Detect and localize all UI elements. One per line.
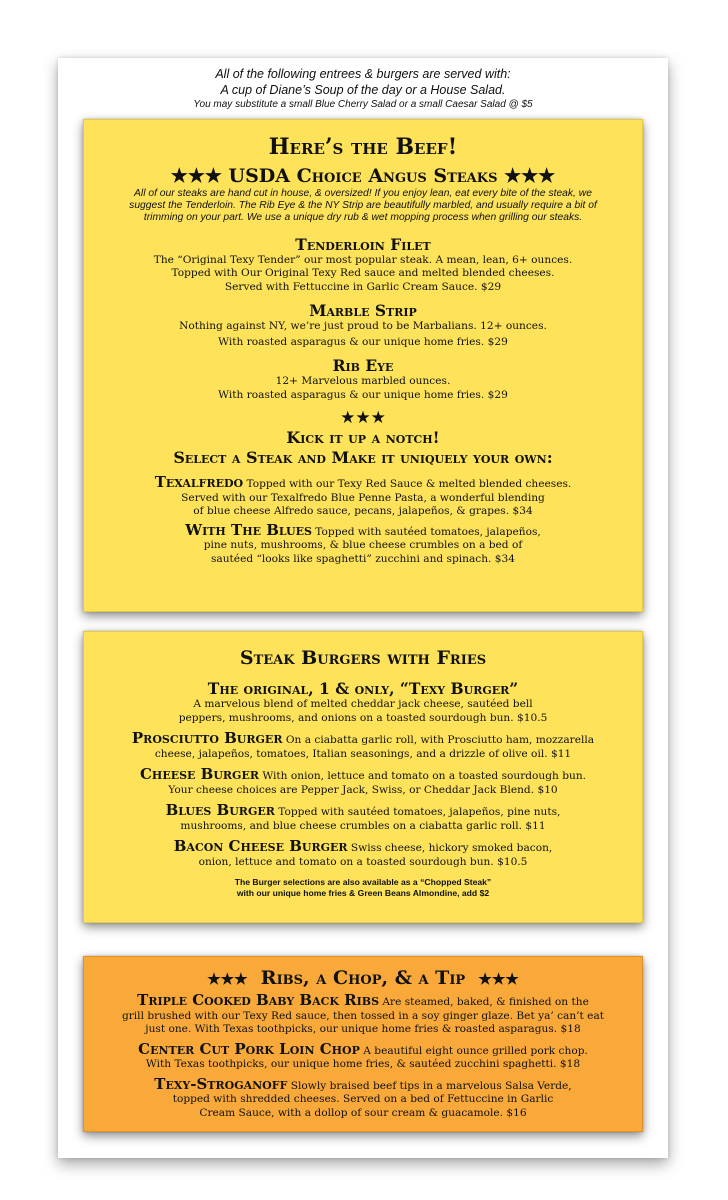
section-title-text: Ribs, a Chop, & a Tip <box>260 967 466 989</box>
burger-desc: cheese, jalapeños, tomatoes, Italian seasonings, and a drizzle of olive oil. $11 <box>154 747 572 760</box>
intro-line-3: You may substitute a small Blue Cherry Salad or a small Caesar Salad @ $5 <box>193 99 533 110</box>
rib-desc: grill brushed with our Texy Red sauce, then tossed in a soy ginger glaze. Bet ya’ can’t eat <box>121 1009 605 1022</box>
burger-title: Prosciutto Burger <box>131 729 283 747</box>
item-title: Rib Eye <box>332 356 394 376</box>
burger-desc: With onion, lettuce and tomato on a toasted sourdough bun. <box>258 770 587 782</box>
rib-desc: Are steamed, baked, & finished on the <box>379 996 589 1008</box>
item-desc: With roasted asparagus & our unique home fries. $29 <box>218 335 508 348</box>
chopped-steak-note <box>84 877 642 899</box>
special-desc: of blue cheese Alfredo sauce, pecans, jalapeños, & grapes. $34 <box>193 505 533 518</box>
special-desc: sautéed “looks like spaghetti” zucchini and spinach. $34 <box>210 552 516 565</box>
burger-title: Bacon Cheese Burger <box>173 837 348 855</box>
burger-item <box>84 729 642 761</box>
burger-item <box>84 765 642 797</box>
burger-item <box>84 837 642 869</box>
rib-title: Center Cut Pork Loin Chop <box>138 1039 360 1058</box>
burger-desc: onion, lettuce and tomato on a toasted sourdough bun. $10.5 <box>198 855 528 868</box>
rib-item <box>84 1074 642 1121</box>
item-desc: Nothing against NY, we’re just proud to be Marbalians. 12+ ounces. <box>179 320 547 333</box>
item-desc: A marvelous blend of melted cheddar jack cheese, sautéed bell <box>193 698 533 710</box>
rib-item <box>84 991 642 1037</box>
item-desc: With roasted asparagus & our unique home fries. $29 <box>218 388 508 401</box>
burger-desc: Your cheese choices are Pepper Jack, Swiss, or Cheddar Jack Blend. $10 <box>168 783 558 796</box>
rib-desc: A beautiful eight ounce grilled pork chop. <box>359 1044 588 1057</box>
special-desc: Served with our Texalfredo Blue Penne Pasta, a wonderful blending <box>181 491 545 504</box>
burger-desc: mushrooms, and blue cheese crumbles on a ciabatta garlic roll. $11 <box>180 819 546 832</box>
ribs-section <box>83 956 643 1132</box>
note-line: with our unique home fries & Green Beans Almondine, add $2 <box>236 888 490 898</box>
rib-item <box>84 1039 642 1072</box>
burger-title: Blues Burger <box>165 801 275 819</box>
steak-blurb: All of our steaks are hand cut in house, & oversized! If you enjoy lean, eat every bite of the steak, we suggest the Tenderloin. The Rib Eye & the NY Strip are beautifully marbled, and usually require a bit of trimming on your part. We use a unique dry rub & wet mopping process when grilling our steaks. <box>129 188 597 224</box>
special-desc: pine nuts, mushrooms, & blue cheese crumbles on a bed of <box>203 539 523 552</box>
star-divider: ★★★ <box>340 408 386 429</box>
star-icon-group: ★★★ <box>478 970 519 988</box>
intro-note <box>58 66 668 112</box>
burger-title: Cheese Burger <box>139 765 259 783</box>
burgers-section <box>83 631 643 923</box>
kick-heading: Kick it up a notch! <box>286 428 440 448</box>
special-item <box>84 473 642 519</box>
item-desc: The “Original Texy Tender” our most popular steak. A mean, lean, 6+ ounces. <box>153 253 573 266</box>
star-icon-group: ★★★ <box>207 970 248 988</box>
beef-section <box>83 119 643 612</box>
item-title: The original, 1 & only, “Texy Burger” <box>207 679 519 698</box>
section-title <box>84 967 642 990</box>
intro-line-2: A cup of Diane’s Soup of the day or a House Salad. <box>220 83 506 97</box>
item-desc: 12+ Marvelous marbled ounces. <box>275 375 451 388</box>
special-item <box>84 520 642 567</box>
item-title: Marble Strip <box>309 301 417 321</box>
burger-desc: Topped with sautéed tomatoes, jalapeños, pine nuts, <box>274 806 561 818</box>
special-title: Texalfredo <box>154 473 244 492</box>
kick-subheading: Select a Steak and Make it uniquely your own: <box>173 448 553 468</box>
rib-desc: With Texas toothpicks, our unique home fries, & sautéed zucchini spaghetti. $18 <box>145 1058 581 1070</box>
note-line: The Burger selections are also available as a “Chopped Steak” <box>234 877 492 887</box>
special-desc: Topped with sautéed tomatoes, jalapeños, <box>311 525 541 538</box>
rib-title: Texy-Stroganoff <box>154 1074 288 1093</box>
item-title: Tenderloin Filet <box>295 234 431 254</box>
item-desc: Topped with Our Original Texy Red sauce and melted blended cheeses. <box>171 267 555 280</box>
burger-item <box>84 801 642 833</box>
burger-desc: On a ciabatta garlic roll, with Prosciutto ham, mozzarella <box>282 734 595 746</box>
special-desc: Topped with our Texy Red Sauce & melted blended cheeses. <box>243 478 572 491</box>
rib-desc: topped with shredded cheeses. Served on a bed of Fettuccine in Garlic <box>172 1093 554 1105</box>
section-title: Here’s the Beef! <box>268 134 458 160</box>
item-desc: peppers, mushrooms, and onions on a toasted sourdough bun. $10.5 <box>178 711 548 724</box>
rib-desc: Cream Sauce, with a dollop of sour cream & guacamole. $16 <box>199 1106 527 1119</box>
intro-line-1: All of the following entrees & burgers are served with: <box>215 67 511 81</box>
burger-desc: Swiss cheese, hickory smoked bacon, <box>347 842 553 854</box>
rib-title: Triple Cooked Baby Back Ribs <box>137 991 380 1009</box>
section-subtitle: ★★★ USDA Choice Angus Steaks ★★★ <box>170 165 556 187</box>
rib-desc: Slowly braised beef tips in a marvelous Salsa Verde, <box>287 1079 572 1092</box>
rib-desc: just one. With Texas toothpicks, our unique home fries & roasted asparagus. $18 <box>145 1023 581 1035</box>
section-title: Steak Burgers with Fries <box>239 647 487 669</box>
special-title: With The Blues <box>185 520 312 539</box>
item-desc: Served with Fettuccine in Garlic Cream Sauce. $29 <box>224 280 502 293</box>
